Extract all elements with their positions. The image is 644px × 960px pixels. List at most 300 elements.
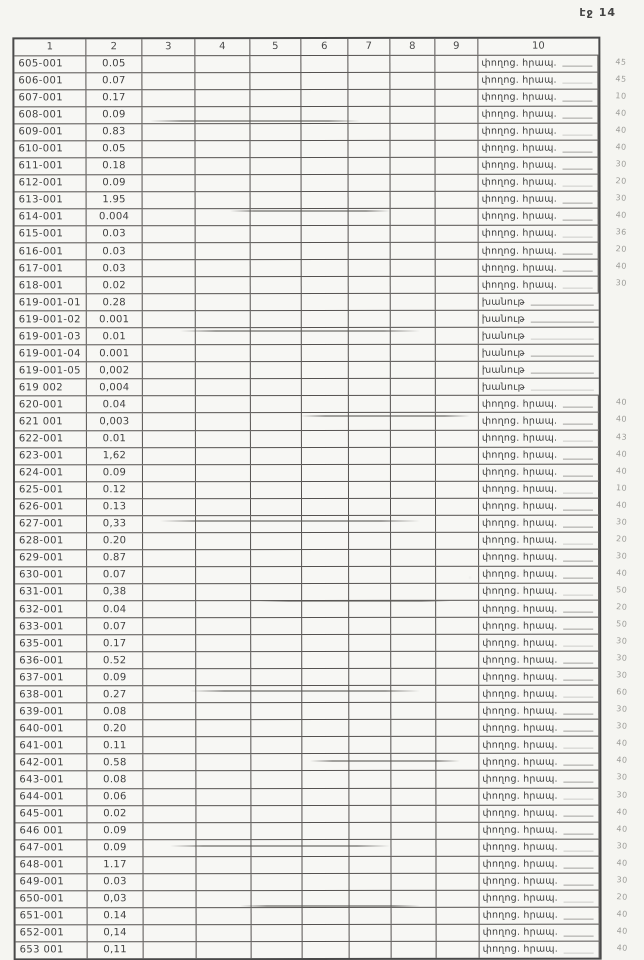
empty-cell — [302, 243, 349, 259]
empty-cell — [436, 771, 479, 787]
scan-trail-line — [531, 296, 594, 306]
empty-cell — [349, 226, 391, 242]
usage-text: փողոց. հրապ. — [481, 449, 558, 461]
margin-note: 20 — [615, 602, 628, 612]
parcel-code: 628-001 — [15, 533, 87, 549]
usage-text: փողոց. հրապ. — [482, 807, 558, 819]
empty-cell — [391, 362, 436, 378]
empty-cell — [348, 55, 390, 71]
empty-cell — [302, 465, 349, 481]
empty-cell — [196, 601, 251, 617]
usage-text: փողոց. հրապ. — [482, 892, 558, 905]
empty-cell — [302, 448, 349, 464]
parcel-area-value: 0,002 — [87, 363, 143, 379]
empty-cell — [436, 686, 479, 702]
parcel-area-value: 0.18 — [87, 158, 143, 174]
usage-label — [479, 737, 599, 753]
scan-trail-line — [531, 330, 594, 340]
parcel-area-value: 0.07 — [86, 73, 142, 89]
table-row — [15, 378, 599, 396]
usage-text: փողոց. հրապ. — [482, 534, 558, 547]
empty-cell — [196, 362, 251, 378]
scan-trail-line — [531, 364, 594, 374]
empty-cell — [349, 260, 391, 276]
empty-cell — [251, 243, 302, 259]
usage-text: փողոց. հրապ. — [481, 483, 558, 495]
margin-note: 20 — [615, 244, 628, 254]
scan-trail-line — [564, 773, 594, 783]
empty-cell — [143, 618, 196, 634]
usage-text: փողոց. հրապ. — [481, 262, 558, 274]
scan-trail-line — [563, 500, 593, 510]
table-row — [15, 463, 628, 481]
empty-cell — [143, 243, 196, 259]
usage-text: խանութ — [481, 330, 525, 342]
empty-cell — [251, 720, 302, 736]
empty-cell — [250, 73, 301, 89]
margin-note: 40 — [616, 755, 628, 766]
usage-label — [478, 106, 598, 122]
empty-cell — [143, 533, 196, 549]
empty-cell — [391, 447, 436, 463]
empty-cell — [302, 737, 349, 753]
usage-text: փողոց. հրապ. — [482, 773, 558, 785]
empty-cell — [143, 772, 196, 788]
column-header: 2 — [86, 39, 142, 55]
parcel-code: 617-001 — [15, 260, 87, 276]
empty-cell — [251, 652, 302, 668]
parcel-code: 641-001 — [15, 738, 87, 754]
empty-cell — [251, 823, 302, 839]
empty-cell — [196, 260, 251, 276]
parcel-area-value: 0.09 — [87, 465, 143, 481]
margin-note: 40 — [615, 414, 628, 425]
empty-cell — [251, 754, 302, 770]
usage-label — [479, 720, 599, 736]
empty-cell — [302, 158, 349, 174]
usage-label — [480, 873, 600, 889]
empty-cell — [143, 686, 196, 702]
empty-cell — [196, 840, 251, 856]
table-row — [15, 395, 628, 413]
parcel-code: 645-001 — [15, 806, 87, 822]
table-row — [15, 668, 628, 686]
empty-cell — [251, 277, 302, 293]
empty-cell — [302, 482, 349, 498]
parcel-area-value: 1,62 — [87, 448, 143, 464]
empty-cell — [391, 686, 436, 702]
empty-cell — [143, 823, 196, 839]
scan-trail-line — [563, 91, 593, 101]
usage-text: փողոց. հրապ. — [481, 125, 557, 137]
empty-cell — [302, 771, 349, 787]
margin-note: 40 — [615, 448, 628, 459]
usage-label — [479, 430, 599, 446]
scan-trail-line — [564, 671, 594, 681]
table-row — [15, 293, 599, 311]
margin-note: 40 — [615, 397, 628, 408]
empty-cell — [436, 516, 479, 532]
empty-cell — [252, 942, 303, 958]
empty-cell — [196, 567, 251, 583]
margin-note: 40 — [615, 210, 628, 220]
parcel-code: 639-001 — [15, 704, 87, 720]
parcel-code: 613-001 — [15, 192, 87, 208]
table-header-row — [14, 39, 598, 55]
margin-note: 40 — [615, 499, 628, 510]
empty-cell — [436, 243, 479, 259]
scan-trail-line — [563, 535, 593, 545]
usage-label — [479, 464, 599, 480]
empty-cell — [392, 874, 437, 890]
usage-label — [478, 55, 598, 71]
table-row — [15, 821, 628, 839]
usage-text: խանութ — [481, 313, 525, 325]
scan-trail-line — [563, 552, 593, 562]
usage-label — [478, 123, 598, 139]
parcel-area-value: 0.58 — [87, 755, 143, 771]
parcel-area-value: 0.87 — [87, 550, 143, 566]
usage-text: փողոց. հրապ. — [481, 432, 558, 444]
parcel-code: 649-001 — [16, 874, 88, 890]
empty-cell — [197, 874, 252, 890]
empty-cell — [196, 328, 251, 344]
empty-cell — [143, 516, 196, 532]
scan-trail-line — [564, 620, 594, 630]
empty-cell — [437, 942, 480, 958]
parcel-area-value: 0.14 — [88, 908, 144, 924]
empty-cell — [251, 618, 302, 634]
empty-cell — [142, 56, 195, 72]
usage-text: փողոց. հրապ. — [481, 398, 558, 410]
empty-cell — [437, 874, 480, 890]
empty-cell — [436, 584, 479, 600]
scan-trail-line — [563, 194, 593, 204]
empty-cell — [195, 73, 250, 89]
scan-trail-line — [564, 910, 594, 920]
usage-label — [479, 618, 599, 634]
empty-cell — [349, 635, 391, 651]
empty-cell — [348, 107, 390, 123]
empty-cell — [251, 669, 302, 685]
parcel-code: 644-001 — [15, 789, 87, 805]
empty-cell — [196, 737, 251, 753]
empty-cell — [349, 158, 391, 174]
empty-cell — [144, 857, 197, 873]
parcel-area-value: 0.09 — [87, 669, 143, 685]
empty-cell — [437, 925, 480, 941]
margin-note: 40 — [616, 738, 628, 749]
empty-cell — [349, 379, 391, 395]
usage-text: փողոց. հրապ. — [481, 142, 557, 155]
empty-cell — [302, 669, 349, 685]
empty-cell — [143, 601, 196, 617]
empty-cell — [392, 891, 437, 907]
parcel-code: 605-001 — [14, 56, 86, 72]
usage-text: փողոց. հրապ. — [481, 415, 558, 427]
parcel-code: 624-001 — [15, 465, 87, 481]
empty-cell — [350, 874, 392, 890]
scan-trail-line — [563, 483, 593, 493]
empty-cell — [196, 482, 251, 498]
scan-trail-line — [563, 125, 593, 135]
scan-trail-line — [531, 381, 594, 391]
empty-cell — [436, 260, 479, 276]
empty-cell — [195, 90, 250, 106]
empty-cell — [302, 516, 349, 532]
empty-cell — [391, 396, 436, 412]
empty-cell — [436, 601, 479, 617]
empty-cell — [251, 141, 302, 157]
empty-cell — [303, 908, 350, 924]
empty-cell — [142, 107, 195, 123]
column-header: 7 — [348, 39, 390, 55]
empty-cell — [251, 209, 302, 225]
margin-note: 40 — [616, 857, 628, 868]
empty-cell — [143, 414, 196, 430]
parcel-area-value: 0.04 — [87, 397, 143, 413]
empty-cell — [197, 925, 252, 941]
margin-note: 20 — [616, 891, 629, 902]
empty-cell — [350, 925, 392, 941]
empty-cell — [436, 362, 479, 378]
empty-cell — [143, 584, 196, 600]
empty-cell — [302, 413, 349, 429]
empty-cell — [349, 669, 391, 685]
empty-cell — [143, 328, 196, 344]
parcel-area-value: 0,003 — [87, 414, 143, 430]
margin-note: 40 — [616, 806, 628, 817]
margin-note: 30 — [615, 278, 628, 289]
empty-cell — [348, 89, 390, 105]
table-row — [15, 344, 599, 362]
parcel-area-value: 0,33 — [87, 516, 143, 532]
parcel-code: 615-001 — [15, 226, 87, 242]
empty-cell — [196, 823, 251, 839]
empty-cell — [301, 55, 348, 71]
usage-label — [479, 771, 599, 787]
empty-cell — [302, 567, 349, 583]
margin-note: 30 — [615, 670, 628, 681]
empty-cell — [250, 90, 301, 106]
empty-cell — [143, 669, 196, 685]
empty-cell — [437, 908, 480, 924]
parcel-code: 652-001 — [16, 925, 88, 941]
empty-cell — [142, 90, 195, 106]
parcel-code: 640-001 — [15, 721, 87, 737]
table-row — [15, 412, 628, 430]
empty-cell — [196, 465, 251, 481]
scan-trail-line — [563, 245, 593, 255]
empty-cell — [391, 669, 436, 685]
empty-cell — [391, 652, 436, 668]
empty-cell — [391, 533, 436, 549]
parcel-code: 651-001 — [16, 908, 88, 924]
empty-cell — [196, 669, 251, 685]
usage-label — [479, 703, 599, 719]
usage-label — [480, 907, 600, 923]
usage-label — [480, 924, 600, 940]
empty-cell — [436, 328, 479, 344]
usage-label — [479, 601, 599, 617]
empty-cell — [196, 550, 251, 566]
empty-cell — [302, 226, 349, 242]
parcel-area-value: 0.05 — [87, 141, 143, 157]
empty-cell — [436, 788, 479, 804]
scan-trail-line — [564, 841, 594, 851]
usage-text: փողոց. հրապ. — [482, 569, 558, 581]
usage-label — [479, 345, 599, 361]
empty-cell — [436, 464, 479, 480]
table-row — [15, 651, 628, 669]
table-row — [14, 71, 627, 89]
usage-text: փողոց. հրապ. — [481, 245, 558, 257]
usage-label — [479, 515, 599, 531]
empty-cell — [196, 584, 251, 600]
empty-cell — [436, 618, 479, 634]
margin-note: 50 — [615, 585, 628, 595]
column-header: 1 — [14, 39, 86, 55]
parcel-code: 647-001 — [15, 840, 87, 856]
scan-trail-line — [563, 432, 593, 442]
parcel-area-value: 0.004 — [87, 209, 143, 225]
empty-cell — [350, 908, 392, 924]
margin-note: 30 — [616, 874, 629, 885]
empty-cell — [302, 652, 349, 668]
empty-cell — [302, 294, 349, 310]
empty-cell — [196, 345, 251, 361]
empty-cell — [391, 499, 436, 515]
empty-cell — [197, 891, 252, 907]
empty-cell — [143, 260, 196, 276]
empty-cell — [436, 345, 479, 361]
parcel-area-value: 0,004 — [87, 380, 143, 396]
empty-cell — [196, 533, 251, 549]
margin-note: 45 — [615, 56, 627, 67]
usage-label — [478, 89, 598, 105]
usage-text: փողոց. հրապ. — [481, 194, 557, 206]
parcel-code: 619-001-02 — [15, 312, 87, 328]
usage-label — [480, 942, 600, 958]
empty-cell — [302, 362, 349, 378]
scan-trail-line — [563, 74, 593, 84]
table-row — [15, 685, 628, 703]
empty-cell — [349, 737, 391, 753]
empty-cell — [349, 294, 391, 310]
empty-cell — [143, 277, 196, 293]
empty-cell — [436, 737, 479, 753]
empty-cell — [349, 788, 391, 804]
parcel-code: 610-001 — [15, 141, 87, 157]
empty-cell — [144, 908, 197, 924]
empty-cell — [391, 771, 436, 787]
empty-cell — [349, 822, 391, 838]
empty-cell — [348, 72, 390, 88]
empty-cell — [196, 772, 251, 788]
usage-text: փողոց. հրապ. — [482, 603, 558, 615]
empty-cell — [349, 840, 391, 856]
empty-cell — [436, 703, 479, 719]
parcel-area-value: 0,11 — [88, 942, 144, 958]
parcel-area-value: 0.09 — [87, 175, 143, 191]
table-row — [15, 531, 628, 549]
parcel-code: 614-001 — [15, 209, 87, 225]
margin-note: 60 — [615, 687, 628, 698]
scan-trail-line — [564, 722, 594, 732]
empty-cell — [251, 328, 302, 344]
empty-cell — [302, 209, 349, 225]
usage-label — [480, 890, 600, 906]
parcel-area-value: 0.04 — [87, 601, 143, 617]
empty-cell — [349, 465, 391, 481]
scan-trail-line — [563, 57, 593, 67]
empty-cell — [390, 89, 435, 105]
scan-trail-line — [563, 517, 593, 527]
usage-label — [479, 277, 599, 293]
empty-cell — [390, 106, 435, 122]
scan-trail-line — [564, 807, 594, 817]
parcel-area-value: 0.09 — [86, 107, 142, 123]
empty-cell — [302, 703, 349, 719]
usage-text: փողոց. հրապ. — [482, 910, 558, 922]
table-row — [15, 327, 599, 345]
empty-cell — [391, 481, 436, 497]
parcel-code: 627-001 — [15, 516, 87, 532]
empty-cell — [302, 192, 349, 208]
empty-cell — [143, 448, 196, 464]
usage-label — [479, 140, 599, 156]
empty-cell — [391, 209, 436, 225]
empty-cell — [350, 891, 392, 907]
usage-label — [479, 260, 599, 276]
empty-cell — [251, 345, 302, 361]
table-row — [15, 225, 628, 243]
parcel-area-value: 0.01 — [87, 328, 143, 344]
empty-cell — [348, 124, 390, 140]
empty-cell — [250, 124, 301, 140]
empty-cell — [435, 106, 478, 122]
usage-text: փողոց. հրապ. — [482, 858, 558, 870]
empty-cell — [436, 379, 479, 395]
empty-cell — [251, 584, 302, 600]
empty-cell — [349, 703, 391, 719]
usage-label — [479, 669, 599, 685]
margin-note: 40 — [615, 568, 628, 578]
table-row — [15, 208, 628, 226]
empty-cell — [196, 789, 251, 805]
parcel-code: 621 001 — [15, 414, 87, 430]
parcel-area-value: 0.17 — [86, 90, 142, 106]
empty-cell — [391, 464, 436, 480]
scan-trail-line — [563, 262, 593, 272]
empty-cell — [251, 771, 302, 787]
usage-text: փողոց. հրապ. — [482, 824, 558, 836]
scan-trail-line — [564, 790, 594, 800]
empty-cell — [349, 618, 391, 634]
empty-cell — [391, 550, 436, 566]
empty-cell — [391, 839, 436, 855]
empty-cell — [196, 652, 251, 668]
empty-cell — [436, 635, 479, 651]
empty-cell — [349, 362, 391, 378]
empty-cell — [436, 209, 479, 225]
empty-cell — [143, 755, 196, 771]
parcel-code: 607-001 — [14, 90, 86, 106]
table-row — [15, 804, 628, 822]
empty-cell — [349, 533, 391, 549]
parcel-area-value: 0.08 — [87, 772, 143, 788]
empty-cell — [195, 56, 250, 72]
